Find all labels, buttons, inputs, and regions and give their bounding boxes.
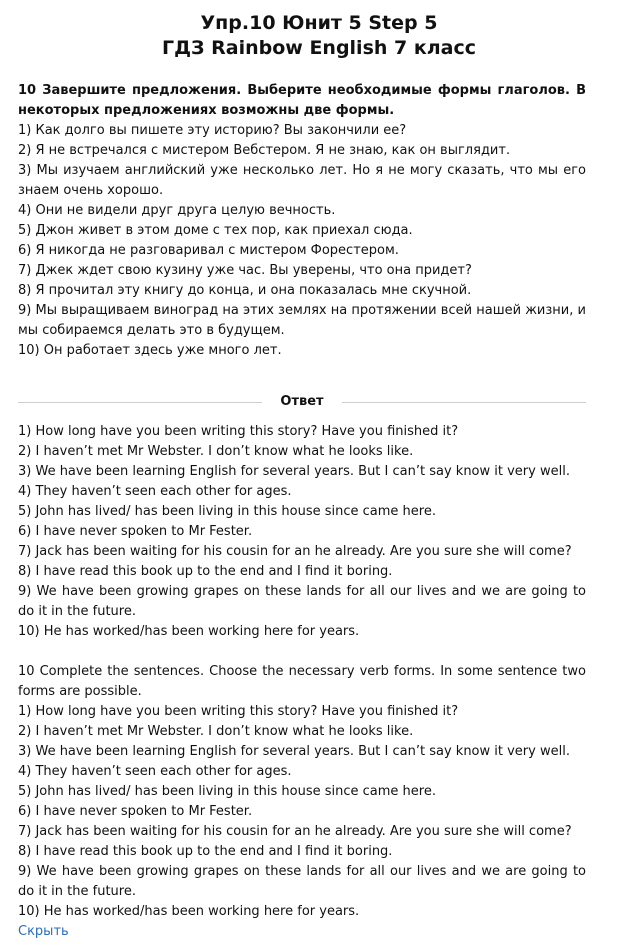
hide-link[interactable]: Скрыть <box>18 924 69 939</box>
list-item: 9) Мы выращиваем виноград на этих землях на протяжении всей нашей жизни, и мы собираемся делать это в будущем. <box>18 303 586 338</box>
page-subtitle: ГДЗ Rainbow English 7 класс <box>161 37 477 59</box>
answer-item: 4) They haven’t seen each other for ages. <box>18 484 292 499</box>
answer-item: 5) John has lived/ has been living in this house since came here. <box>18 504 436 519</box>
answer-item: 10) He has worked/has been working here for years. <box>18 624 360 639</box>
answer-item: 8) I have read this book up to the end and I find it boring. <box>18 564 393 579</box>
list-item: 3) Мы изучаем английский уже несколько лет. Но я не могу сказать, что мы его знаем очень хорошо. <box>18 163 586 198</box>
list-item: 4) They haven’t seen each other for ages. <box>18 764 292 779</box>
answer-item: 2) I haven’t met Mr Webster. I don’t know what he looks like. <box>18 444 414 459</box>
list-item: 9) We have been growing grapes on these lands for all our lives and we are going to do it in the future. <box>18 864 586 899</box>
divider-line-right <box>342 402 586 403</box>
list-item: 5) John has lived/ has been living in this house since came here. <box>18 784 436 799</box>
list-item: 2) I haven’t met Mr Webster. I don’t know what he looks like. <box>18 724 414 739</box>
answer-item: 9) We have been growing grapes on these lands for all our lives and we are going to do it in the future. <box>18 584 586 619</box>
list-item: 8) I have read this book up to the end and I find it boring. <box>18 844 393 859</box>
list-item: 1) How long have you been writing this story? Have you finished it? <box>18 704 459 719</box>
list-item: 6) Я никогда не разговаривал с мистером Форестером. <box>18 243 399 258</box>
list-item: 6) I have never spoken to Mr Fester. <box>18 804 253 819</box>
answer-item: 6) I have never spoken to Mr Fester. <box>18 524 253 539</box>
list-item: 2) Я не встречался с мистером Вебстером. Я не знаю, как он выглядит. <box>18 143 511 158</box>
list-item: 1) Как долго вы пишете эту историю? Вы закончили ее? <box>18 123 407 138</box>
page-title: Упр.10 Юнит 5 Step 5 <box>200 12 438 34</box>
list-item: 8) Я прочитал эту книгу до конца, и она показалась мне скучной. <box>18 283 472 298</box>
list-item: 3) We have been learning English for several years. But I can’t say know it very well. <box>18 744 570 759</box>
task-russian <box>18 81 586 361</box>
spacer <box>18 642 586 662</box>
answer-label: Ответ <box>280 394 324 409</box>
answer-item: 7) Jack has been waiting for his cousin for an he already. Are you sure she will come? <box>18 544 572 559</box>
answer-divider <box>18 392 586 412</box>
answer-list <box>18 422 586 642</box>
list-item: 10) Он работает здесь уже много лет. <box>18 343 282 358</box>
answer-item: 1) How long have you been writing this story? Have you finished it? <box>18 424 459 439</box>
list-item: 4) Они не видели друг друга целую вечность. <box>18 203 336 218</box>
list-item: 5) Джон живет в этом доме с тех пор, как приехал сюда. <box>18 223 413 238</box>
page-header <box>18 0 620 61</box>
list-item: 7) Jack has been waiting for his cousin for an he already. Are you sure she will come? <box>18 824 572 839</box>
answer-item: 3) We have been learning English for several years. But I can’t say know it very well. <box>18 464 570 479</box>
divider-line-left <box>18 402 262 403</box>
task-english <box>18 662 586 922</box>
task-heading: 10 Завершите предложения. Выберите необходимые формы глаголов. В некоторых предложениях возможны две формы. <box>18 83 586 118</box>
list-item: 7) Джек ждет свою кузину уже час. Вы уверены, что она придет? <box>18 263 472 278</box>
task-heading-english: 10 Complete the sentences. Choose the necessary verb forms. In some sentence two forms are possible. <box>18 664 586 699</box>
list-item: 10) He has worked/has been working here for years. <box>18 904 360 919</box>
